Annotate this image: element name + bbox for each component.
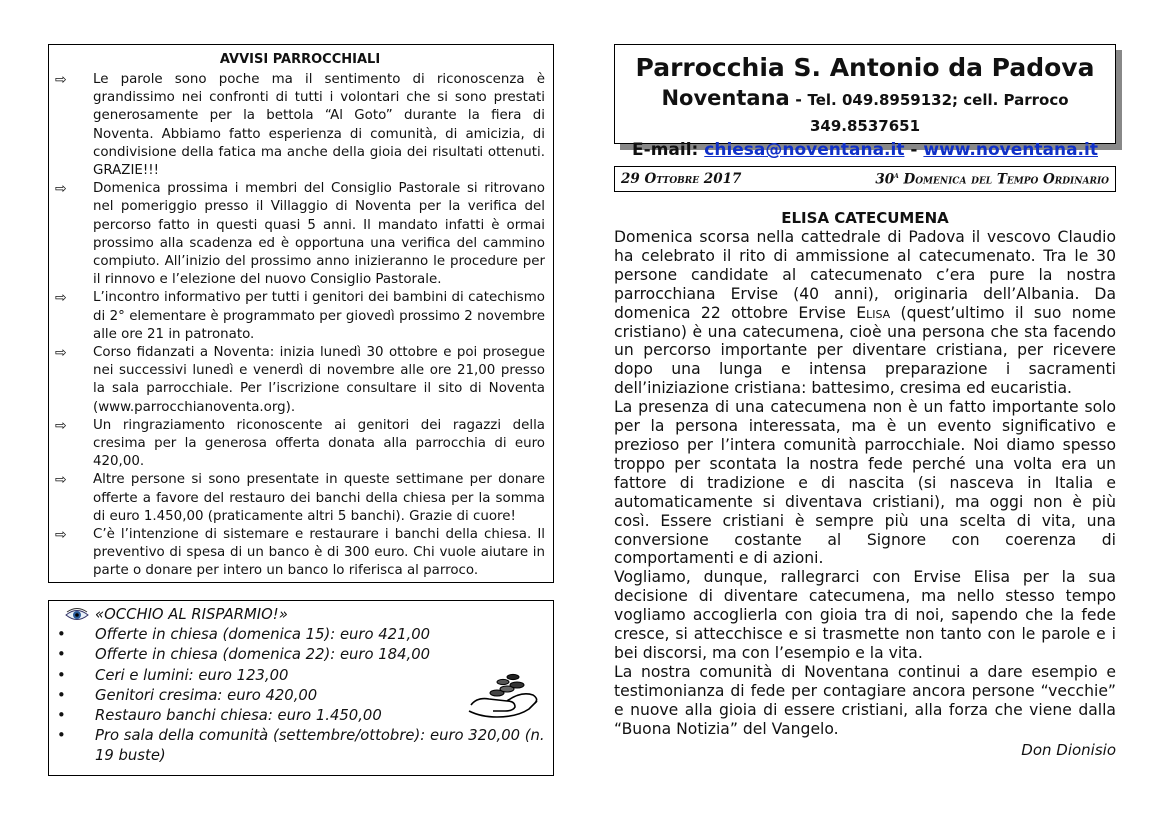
avvisi-item-text: C’è l’intenzione di sistemare e restaurare i banchi della chiesa. Il preventivo di spesa di un banco è di 300 euro. Chi vuole aiutare in parte o donare per intero un banco lo riferisca al parroco. [93, 527, 545, 579]
article-paragraph: La nostra comunità di Noventana continui a dare esempio e testimonianza di fede per contagiare ancora persone “vecchie” e nuove alla gioia di essere cristiani, alla forza che viene dalla “Buona Notizia” del Vangelo. [614, 662, 1116, 738]
issue-date: 29 Ottobre 2017 [621, 171, 742, 187]
list-item: • Genitori cresima: euro 420,00 [55, 686, 545, 706]
catechumen-name: Elisa [856, 303, 891, 322]
arrow-icon: ⇨ [55, 527, 67, 544]
occhio-box [48, 600, 554, 776]
arrow-icon: ⇨ [55, 181, 67, 198]
occhio-item-text: Pro sala della comunità (settembre/ottobre): euro 320,00 (n. 19 buste) [95, 727, 545, 765]
avvisi-item-text: Domenica prossima i membri del Consiglio Pastorale si ritrovano nel pomeriggio presso il Villaggio di Noventa per la verifica del percorso fatto in questi quasi 5 anni. Il mandato infatti è ormai prossimo alla scadenza ed è opportuna una verifica del cammino compiuto. All’inizio del prossimo anno inizieranno le procedure per il rinnovo e l’elezione del nuovo Consiglio Pastorale. [93, 181, 545, 288]
liturgical-sunday: 30$^a$ Domenica del Tempo Ordinario [875, 170, 1109, 188]
signature: Don Dionisio [1021, 741, 1116, 760]
email-label: E-mail: [632, 140, 699, 160]
email-link[interactable]: chiesa@noventana.it [704, 140, 905, 160]
occhio-item-text: Restauro banchi chiesa: euro 1.450,00 [95, 707, 382, 725]
avvisi-item [55, 526, 545, 581]
email-line [615, 139, 1115, 161]
arrow-icon: ⇨ [55, 417, 67, 434]
list-item: • Offerte in chiesa (domenica 15): euro 421,00 [55, 625, 545, 645]
parish-name: Parrocchia S. Antonio da Padova [635, 53, 1095, 82]
avvisi-item-text: Corso fidanzati a Noventa: inizia lunedì 30 ottobre e poi prosegue nei successivi lunedì e venerdì di novembre alle ore 21,00 presso la sala parrocchiale. Per l’iscrizione consultare il sito di Noventa (www.parrocchianoventa.org). [93, 345, 545, 415]
avvisi-box [48, 44, 554, 583]
avvisi-item [55, 289, 545, 344]
article-paragraph: La presenza di una catecumena non è un fatto importante solo per la persona interessata, ma è un evento significativo e prezioso per l’intera comunità parrocchiale. Noi diamo spesso troppo per scontata la nostra fede perché una volta era un fattore di tradizione e di nascita (si nasceva in Italia e automaticamente si diventava cristiani), ma oggi non è più così. Essere cristiani è sempre più una scelta di vita, una conversione costante al Signore con coerenza di comportamenti e di azioni. [614, 398, 1116, 568]
avvisi-item-text: Un ringraziamento riconoscente ai genitori dei ragazzi della cresima per la generosa offerta donata alla parrocchia di euro 420,00. [93, 417, 545, 470]
list-item: • Offerte in chiesa (domenica 22): euro 184,00 [55, 645, 545, 665]
eye-icon [65, 608, 89, 622]
avvisi-item-text: L’incontro informativo per tutti i genitori dei bambini di catechismo di 2° elementare è programmato per giovedì prossimo 2 novembre alle ore 21 in patronato. [93, 290, 545, 342]
occhio-item-text: Offerte in chiesa (domenica 15): euro 421,00 [95, 626, 431, 644]
date-bar [614, 166, 1116, 192]
avvisi-title: AVVISI PARROCCHIALI [219, 52, 381, 67]
list-item: • Restauro banchi chiesa: euro 1.450,00 [55, 706, 545, 726]
avvisi-item [55, 71, 545, 180]
article-title: ELISA CATECUMENA [781, 209, 949, 227]
article-paragraph: Vogliamo, dunque, rallegrarci con Ervise Elisa per la sua decisione di diventare catecumena, ma nello stesso tempo vogliamo accoglierla con gioia tra di noi, sapendo che la fede cresce, si attecchisce e si trasmette non tanto con le parole e i bei discorsi, ma con l’esempio e la vita. [614, 568, 1116, 662]
occhio-item-text: Genitori cresima: euro 420,00 [95, 686, 318, 704]
arrow-icon: ⇨ [55, 472, 67, 489]
article [614, 208, 1116, 760]
occhio-title-row [55, 605, 545, 625]
avvisi-item-text: Altre persone si sono presentate in queste settimane per donare offerte a favore del restauro dei banchi della chiesa per la somma di euro 1.450,00 (praticamente altri 5 banchi). Grazie di cuore! [93, 472, 545, 524]
parish-header [614, 44, 1116, 160]
occhio-item-text: Ceri e lumini: euro 123,00 [95, 666, 289, 684]
phone-numbers: Tel. 049.8959132; cell. Parroco 349.8537651 [807, 91, 1069, 135]
website-link[interactable]: www.noventana.it [923, 140, 1098, 160]
list-item: • Ceri e lumini: euro 123,00 [55, 666, 545, 686]
arrow-icon: ⇨ [55, 72, 67, 88]
avvisi-item [55, 471, 545, 526]
avvisi-item-text: Le parole sono poche ma il sentimento di riconoscenza è grandissimo nei confronti di tutti i volontari che si sono prestati generosamente per la bettola “Al Goto” durante la fiera di Noventa. Abbiamo fatto esperienza di comunità, di amicizia, di condivisione della fatica ma anche della gioia dei risultati ottenuti. GRAZIE!!! [93, 72, 545, 179]
arrow-icon: ⇨ [55, 290, 67, 307]
contact-line: Noventana - Tel. 049.8959132; cell. Parroco 349.8537651 [661, 86, 1069, 135]
list-item: • Pro sala della comunità (settembre/ottobre): euro 320,00 (n. 19 buste) [55, 726, 545, 766]
hands-with-coins-icon [467, 671, 541, 721]
arrow-icon: ⇨ [55, 345, 67, 362]
left-column [48, 44, 554, 765]
occhio-item-text: Offerte in chiesa (domenica 22): euro 184,00 [95, 646, 431, 664]
avvisi-item [55, 180, 545, 289]
avvisi-item [55, 417, 545, 472]
avvisi-item [55, 344, 545, 417]
occhio-title: «OCCHIO AL RISPARMIO!» [95, 606, 288, 623]
link-separator: - [904, 140, 924, 160]
article-paragraph: Domenica scorsa nella cattedrale di Padova il vescovo Claudio ha celebrato il rito di ammissione al catecumenato. Tra le 30 persone candidate al catecumenato c’era pure la nostra parrocchiana Ervise (40 anni), originaria dell’Albania. Da domenica 22 ottobre Ervise Elisa (quest’ultimo il suo nome cristiano) è una catecumena, cioè una persona che sta facendo un percorso importante per diventare cristiana, per ricevere dopo una lunga e intensa preparazione i sacramenti dell’iniziazione cristiana: battesimo, cresima ed eucaristia. [614, 228, 1117, 398]
town-name: Noventana [661, 86, 790, 110]
